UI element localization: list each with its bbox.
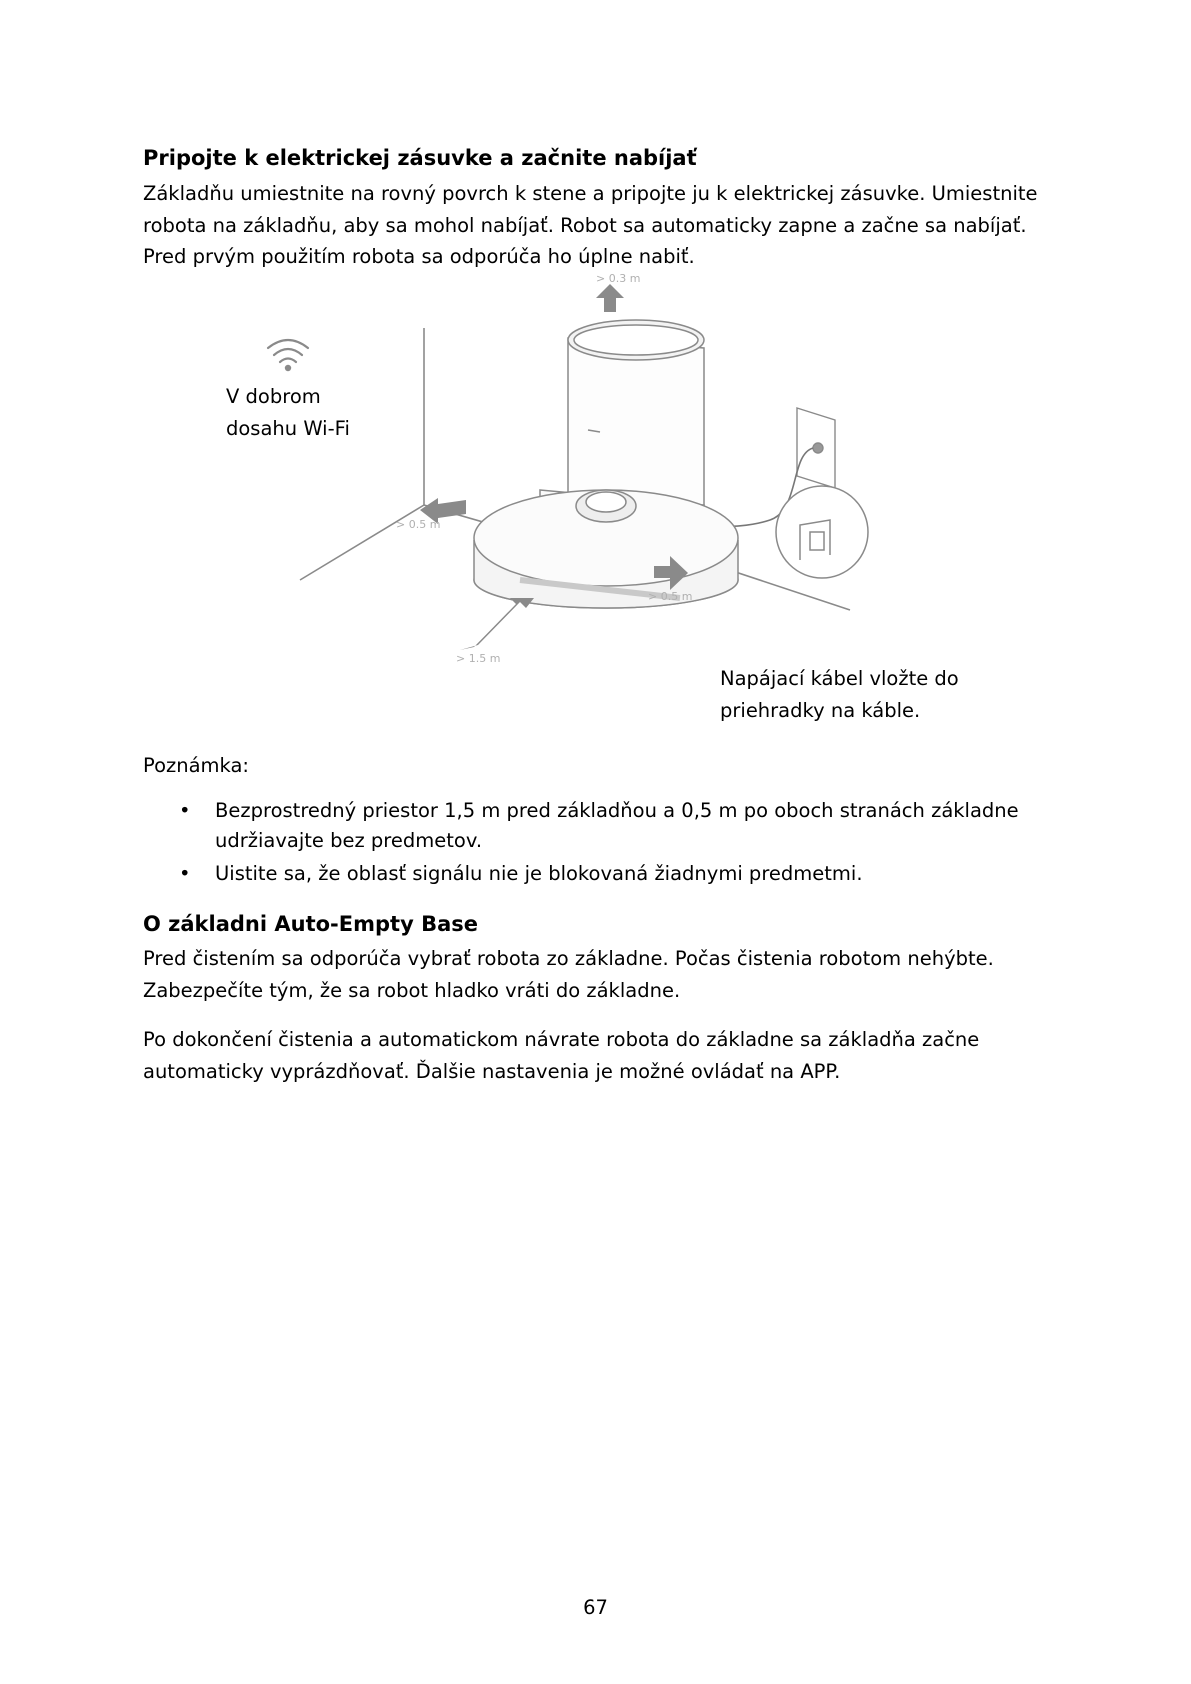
page-number: 67 [583,1596,608,1619]
dim-label-left: > 0.5 m [396,518,441,531]
note-item-text: Bezprostredný priestor 1,5 m pred základňou a 0,5 m po oboch stranách základne udržiavajte bez predmetov. [215,799,1019,852]
cable-slot-label: Napájací kábel vložte do priehradky na káble. [720,667,959,722]
charging-instructions: Základňu umiestnite na rovný povrch k stene a pripojte ju k elektrickej zásuvke. Umiestnite robota na základňu, aby sa mohol nabíjať. Robot sa automaticky zapne a začne sa nabíjať. Pred prvým použitím robota sa odporúča ho úplne nabiť. [143,182,1038,268]
bullet-icon: • [179,862,191,885]
auto-empty-paragraph-1: Pred čistením sa odporúča vybrať robota zo základne. Počas čistenia robotom nehýbte. Zabezpečíte tým, že sa robot hladko vráti do základne. [143,947,994,1002]
wifi-icon [265,337,311,373]
section-heading-charging: Pripojte k elektrickej zásuvke a začnite nabíjať [143,146,697,170]
arrow-front [460,598,534,650]
section-heading-auto-empty-base: O základni Auto-Empty Base [143,912,478,936]
note-title: Poznámka: [143,754,250,777]
wall-socket [797,408,835,488]
dim-label-top: > 0.3 m [596,272,641,285]
auto-empty-paragraph-2: Po dokončení čistenia a automatickom návrate robota do základne sa základňa začne automaticky vyprázdňovať. Ďalšie nastavenia je možné ovládať na APP. [143,1028,980,1083]
arrow-up [596,284,624,312]
note-list [143,796,1063,892]
list-item [143,796,1063,856]
dim-label-front: > 1.5 m [456,652,501,665]
bullet-icon: • [179,799,191,822]
dim-label-right: > 0.5 m [648,590,693,603]
list-item [143,859,1063,889]
wifi-range-label: V dobrom dosahu Wi-Fi [226,385,350,440]
cable-slot-detail [776,486,868,578]
note-item-text: Uistite sa, že oblasť signálu nie je blokovaná žiadnymi predmetmi. [215,862,863,885]
robot-vacuum [474,490,738,608]
